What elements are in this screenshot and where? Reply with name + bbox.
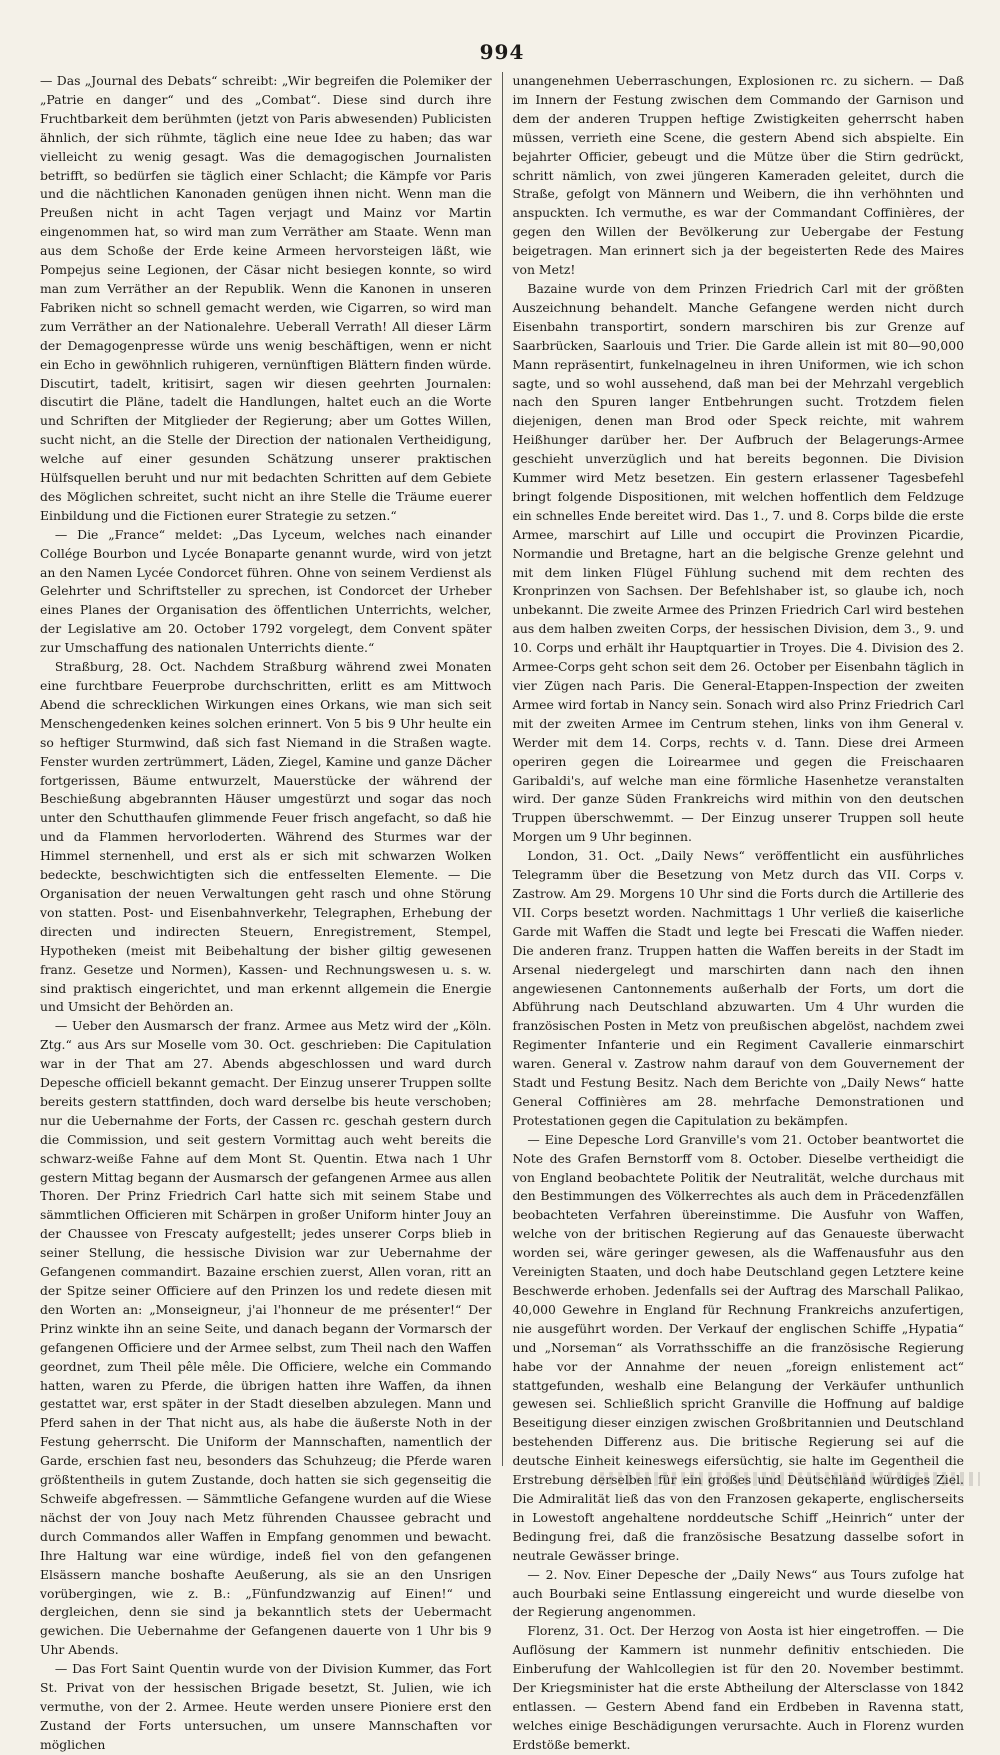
article-bourbaki: — 2. Nov. Einer Depesche der „Daily News“ aus Tours zufolge hat auch Bourbaki seine Entlassung eingereicht und wurde dieselbe von der Regierung angenommen. [512, 1566, 964, 1620]
page-number: 994 [479, 40, 525, 64]
article-journal-des-debats: — Das „Journal des Debats“ schreibt: „Wir begreifen die Polemiker der „Patrie en danger“ und des „Combat“. Diese sind durch ihre Fruchtbarkeit dem berühmten (jetzt von Paris abwesenden) Publicisten ähnlich, der sich rühmte, täglich eine neue Idee zu haben; das war vielleicht zu wenig gesagt. Was die demagogischen Journalisten betrifft, so bedürfen sie täglich einer Schlacht; die Kämpfe vor Paris und die nächtlichen Kanonaden genügen ihnen nicht. Wenn man die Preußen nicht in acht Tagen verjagt und Mainz vor Martin eingenommen hat, so wird man zum Verräther am Staate. Wenn man aus dem Schoße der Erde keine Armeen hervorsteigen läßt, wie Pompejus seine Legionen, der Cäsar nicht besiegen konnte, so wird man zum Verräther an der Republik. Wenn die Kanonen in unseren Fabriken nicht so schnell gemacht werden, wie Cigarren, so wird man zum Verräther an der Nationalehre. Ueberall Verrath! All dieser Lärm der Demagogenpresse würde uns wenig beschäftigen, wenn er nicht ein Echo in gewöhnlich ruhigeren, vernünftigen Blättern finden würde. Discutirt, tadelt, kritisirt, sagen wir diesen geehrten Journalen: discutirt die Pläne, tadelt die Handlungen, haltet euch an die Worte und Schriften der Mitglieder der Regierung; aber um Gottes Willen, sucht nicht, an die Stelle der Direction der nationalen Vertheidigung, welche auf einer gesunden Schätzung unserer praktischen Hülfsquellen beruht und nur mit bedachten Schritten auf dem Gebiete des Möglichen schreitet, sucht nicht an ihre Stelle die Träume euerer Einbildung und die Fictionen eurer Strategie zu setzen.“ [40, 73, 492, 523]
text-columns [40, 72, 964, 1752]
right-column [503, 72, 965, 1752]
article-bazaine: Bazaine wurde von dem Prinzen Friedrich Carl mit der größten Auszeichnung behandelt. Manche Gefangene werden nicht durch Eisenbahn transportirt, sondern marschiren bis zur Grenze auf Saarbrücken, Saarlouis und Trier. Die Garde allein ist mit 80—90,000 Mann repräsentirt, funkelnagelneu in ihren Uniformen, wie ich schon sagte, und so wohl aussehend, daß man bei der Mehrzahl vergeblich nach den Spuren langer Entbehrungen sucht. Trotzdem fielen diejenigen, denen man Brod oder Speck reichte, mit wahrem Heißhunger darüber her. Der Aufbruch der Belagerungs-Armee geschieht unverzüglich und hat bereits begonnen. Die Division Kummer wird Metz besetzen. Ein gestern erlassener Tagesbefehl bringt folgende Dispositionen, mit welchen hoffentlich dem Feldzuge ein schnelles Ende bereitet wird. Das 1., 7. und 8. Corps bilde die erste Armee, marschirt auf Lille und occupirt die Provinzen Picardie, Normandie und Bretagne, hart an die belgische Grenze gelehnt und mit dem linken Flügel Fühlung suchend mit dem rechten des Kronprinzen von Sachsen. Der Befehlshaber ist, so glaube ich, noch unbekannt. Die zweite Armee des Prinzen Friedrich Carl wird bestehen aus dem halben zweiten Corps, der hessischen Division, dem 3., 9. und 10. Corps und erhält ihr Hauptquartier in Troyes. Die 4. Division des 2. Armee-Corps geht schon seit dem 26. October per Eisenbahn täglich in vier Zügen nach Paris. Die General-Etappen-Inspection der zweiten Armee wird fortab in Nancy sein. Sonach wird also Prinz Friedrich Carl mit der zweiten Armee im Centrum stehen, links von ihm General v. Werder mit dem 14. Corps, rechts v. d. Tann. Diese drei Armeen operiren gegen die Loirearmee und gegen die Freischaaren Garibaldi's, auf welche man eine förmliche Hasenhetze veranstalten wird. Der ganze Süden Frankreichs wird mithin von den deutschen Truppen überschwemmt. — Der Einzug unserer Truppen soll heute Morgen um 9 Uhr beginnen. [512, 280, 964, 845]
article-granville: — Eine Depesche Lord Granville's vom 21. October beantwortet die Note des Grafen Bernstorff vom 8. October. Dieselbe vertheidigt die von England beobachtete Politik der Neutralität, welche durchaus mit den Bestimmungen des Völkerrechtes als auch dem in Präcedenzfällen beobachteten Verfahren übereinstimme. Die Ausfuhr von Waffen, welche von der britischen Regierung auf das Genaueste überwacht worden sei, wäre geringer gewesen, als die Waffenausfuhr aus den Vereinigten Staaten, und doch habe Deutschland gegen Letztere keine Beschwerde erhoben. Jedenfalls sei der Auftrag des Marschall Palikao, 40,000 Gewehre in England für Rechnung Frankreichs anzufertigen, nie ausgeführt worden. Der Verkauf der englischen Schiffe „Hypatia“ und „Norseman“ als Vorrathsschiffe an die französische Regierung habe vor der Annahme der neuen „foreign enlistement act“ stattgefunden, weshalb eine Belangung der Verkäufer unthunlich gewesen sei. Schließlich spricht Granville die Hoffnung auf baldige Beseitigung dieser einzigen zwischen Großbritannien und Deutschland bestehenden Differenz aus. Die britische Regierung sei auf die deutsche Einheit keineswegs eifersüchtig, sie halte im Gegentheil die Erstrebung derselben für ein großes und Deutschland würdiges Ziel. Die Admiralität ließ das von den Franzosen gekaperte, englischerseits in Lowestoft angehaltene norddeutsche Schiff „Heinrich“ unter der Bedingung frei, daß die französische Besatzung dasselbe sofort in neutrale Gewässer bringe. [512, 1131, 964, 1563]
article-france-lyceum: — Die „France“ meldet: „Das Lyceum, welches nach einander Collége Bourbon und Lycée Bonaparte genannt wurde, wird von jetzt an den Namen Lycée Condorcet führen. Ohne von seinem Verdienst als Gelehrter und Schriftsteller zu sprechen, ist Condorcet der Urheber eines Planes der Organisation des öffentlichen Unterrichts, welcher, der Legislative am 20. October 1792 vorgelegt, dem Convent später zur Umschaffung des nationalen Unterrichts diente.“ [40, 526, 492, 656]
column-divider [502, 72, 503, 1466]
article-ausmarsch-metz: — Ueber den Ausmarsch der franz. Armee aus Metz wird der „Köln. Ztg.“ aus Ars sur Moselle vom 30. Oct. geschrieben: Die Capitulation war in der That am 27. Abends abgeschlossen und ward durch Depesche officiell bekannt gemacht. Der Einzug unserer Truppen sollte bereits gestern stattfinden, doch ward derselbe bis heute verschoben; nur die Uebernahme der Forts, der Cassen rc. geschah gestern durch die Commission, und seit gestern Vormittag auch weht bereits die schwarz-weiße Fahne auf dem Mont St. Quentin. Etwa nach 1 Uhr gestern Mittag begann der Ausmarsch der gefangenen Armee aus allen Thoren. Der Prinz Friedrich Carl hatte sich mit seinem Stabe und sämmtlichen Officieren mit Schärpen in großer Uniform hinter Jouy an der Chaussee von Frescaty aufgestellt; jedes unserer Corps blieb in seiner Stellung, die hessische Division war zur Uebernahme der Gefangenen commandirt. Bazaine erschien zuerst, Allen voran, ritt an der Spitze seiner Officiere auf den Prinzen los und redete diesen mit den Worten an: „Monseigneur, j'ai l'honneur de me présenter!“ Der Prinz winkte ihn an seine Seite, und danach begann der Vormarsch der gefangenen Officiere und der Armee selbst, zum Theil nach den Waffen geordnet, zum Theil pêle mêle. Die Officiere, welche ein Commando hatten, waren zu Pferde, die übrigen hatten ihre Waffen, da ihnen gestattet war, erst später in der Stadt dieselben abzulegen. Mann und Pferd sahen in der That nicht aus, als habe die äußerste Noth in der Festung geherrscht. Die Uniform der Mannschaften, namentlich der Garde, erschien fast neu, besonders das Schuhzeug; die Pferde waren größtentheils in gutem Zustande, doch hatten sie sich gegenseitig die Schweife abgefressen. — Sämmtliche Gefangene wurden auf die Wiese nächst der von Jouy nach Metz führenden Chaussee gebracht und durch Commandos aller Waffen in Empfang genommen und bewacht. Ihre Haltung war eine würdige, indeß fiel von den gefangenen Elsässern manche boshafte Aeußerung, als sie an den Unsrigen vorübergingen, wie z. B.: „Fünfundzwanzig auf Einen!“ und dergleichen, denn sie sind ja bekanntlich stets der Uebermacht gewichen. Die Uebernahme der Gefangenen dauerte von 1 Uhr bis 9 Uhr Abends. [40, 1018, 492, 1658]
left-column [40, 72, 502, 1752]
print-bleed-through [600, 1472, 980, 1486]
article-fort-saint-quentin: — Das Fort Saint Quentin wurde von der Division Kummer, das Fort St. Privat von der hessischen Brigade besetzt, St. Julien, wie ich vermuthe, von der 2. Armee. Heute werden unsere Pioniere erst den Zustand der Forts untersuchen, um unsere Mannschaften vor möglichen [40, 1661, 492, 1752]
page-header [40, 30, 964, 70]
article-florenz: Florenz, 31. Oct. Der Herzog von Aosta ist hier eingetroffen. — Die Auflösung der Kammern ist nunmehr definitiv entschieden. Die Einberufung der Wahlcollegien ist für den 20. November bestimmt. Der Kriegsminister hat die erste Abtheilung der Altersclasse von 1842 entlassen. — Gestern Abend fand ein Erdbeben in Ravenna statt, welches einige Beschädigungen verursachte. Auch in Florenz wurden Erdstöße bemerkt. [512, 1623, 964, 1752]
article-continuation: unangenehmen Ueberraschungen, Explosionen rc. zu sichern. — Daß im Innern der Festung zwischen dem Commando der Garnison und dem der anderen Truppen heftige Zwistigkeiten geherrscht haben müssen, verrieth eine Scene, die gestern Abend sich abspielte. Ein bejahrter Officier, gebeugt und die Mütze über die Stirn gedrückt, schritt nämlich, von zwei jüngeren Kameraden geleitet, durch die Straße, gefolgt von Männern und Weibern, die ihn verhöhnten und anspuckten. Ich vermuthe, es war der Commandant Coffinières, der gegen den Willen der Bevölkerung zur Uebergabe der Festung beigetragen. Man erinnert sich ja der begeisterten Rede des Maires von Metz! [512, 73, 964, 278]
article-strassburg: Straßburg, 28. Oct. Nachdem Straßburg während zwei Monaten eine furchtbare Feuerprobe durchschritten, erlitt es am Mittwoch Abend die schrecklichen Wirkungen eines Orkans, wie man sich seit Menschengedenken keines solchen erinnert. Von 5 bis 9 Uhr heulte ein so heftiger Sturmwind, daß sich fast Niemand in die Straßen wagte. Fenster wurden zertrümmert, Läden, Ziegel, Kamine und ganze Dächer fortgerissen, Bäume entwurzelt, Mauerstücke der während der Beschießung abgebrannten Häuser umgestürzt und sogar das noch unter den Schutthaufen glimmende Feuer frisch angefacht, so daß hie und da Flammen hervorloderten. Während des Sturmes war der Himmel sternenhell, und erst als er sich mit schwarzen Wolken bedeckte, beschwichtigten sich die entfesselten Elemente. — Die Organisation der neuen Verwaltungen geht rasch und ohne Störung von statten. Post- und Eisenbahnverkehr, Telegraphen, Erhebung der directen und indirecten Steuern, Enregistrement, Stempel, Hypotheken (meist mit Beibehaltung der bisher giltig gewesenen franz. Gesetze und Normen), Kassen- und Rechnungswesen u. s. w. sind praktisch eingerichtet, und man erkennt allgemein die Energie und Umsicht der Behörden an. [40, 659, 492, 1015]
article-london: London, 31. Oct. „Daily News“ veröffentlicht ein ausführliches Telegramm über die Besetzung von Metz durch das VII. Corps v. Zastrow. Am 29. Morgens 10 Uhr sind die Forts durch die Artillerie des VII. Corps besetzt worden. Nachmittags 1 Uhr verließ die kaiserliche Garde mit Waffen die Stadt und legte bei Frescati die Waffen nieder. Die anderen franz. Truppen hatten die Waffen bereits in der Stadt im Arsenal niedergelegt und marschirten dann nach den ihnen angewiesenen Cantonnements außerhalb der Forts, um dort die Abführung nach Deutschland abzuwarten. Um 4 Uhr wurden die französischen Posten in Metz von preußischen abgelöst, nachdem zwei Regimenter Infanterie und ein Regiment Cavallerie einmarschirt waren. General v. Zastrow nahm darauf von dem Gouvernement der Stadt und Festung Besitz. Nach dem Berichte von „Daily News“ hatte General Coffinières am 28. mehrfache Demonstrationen und Protestationen gegen die Capitulation zu bekämpfen. [512, 848, 964, 1128]
